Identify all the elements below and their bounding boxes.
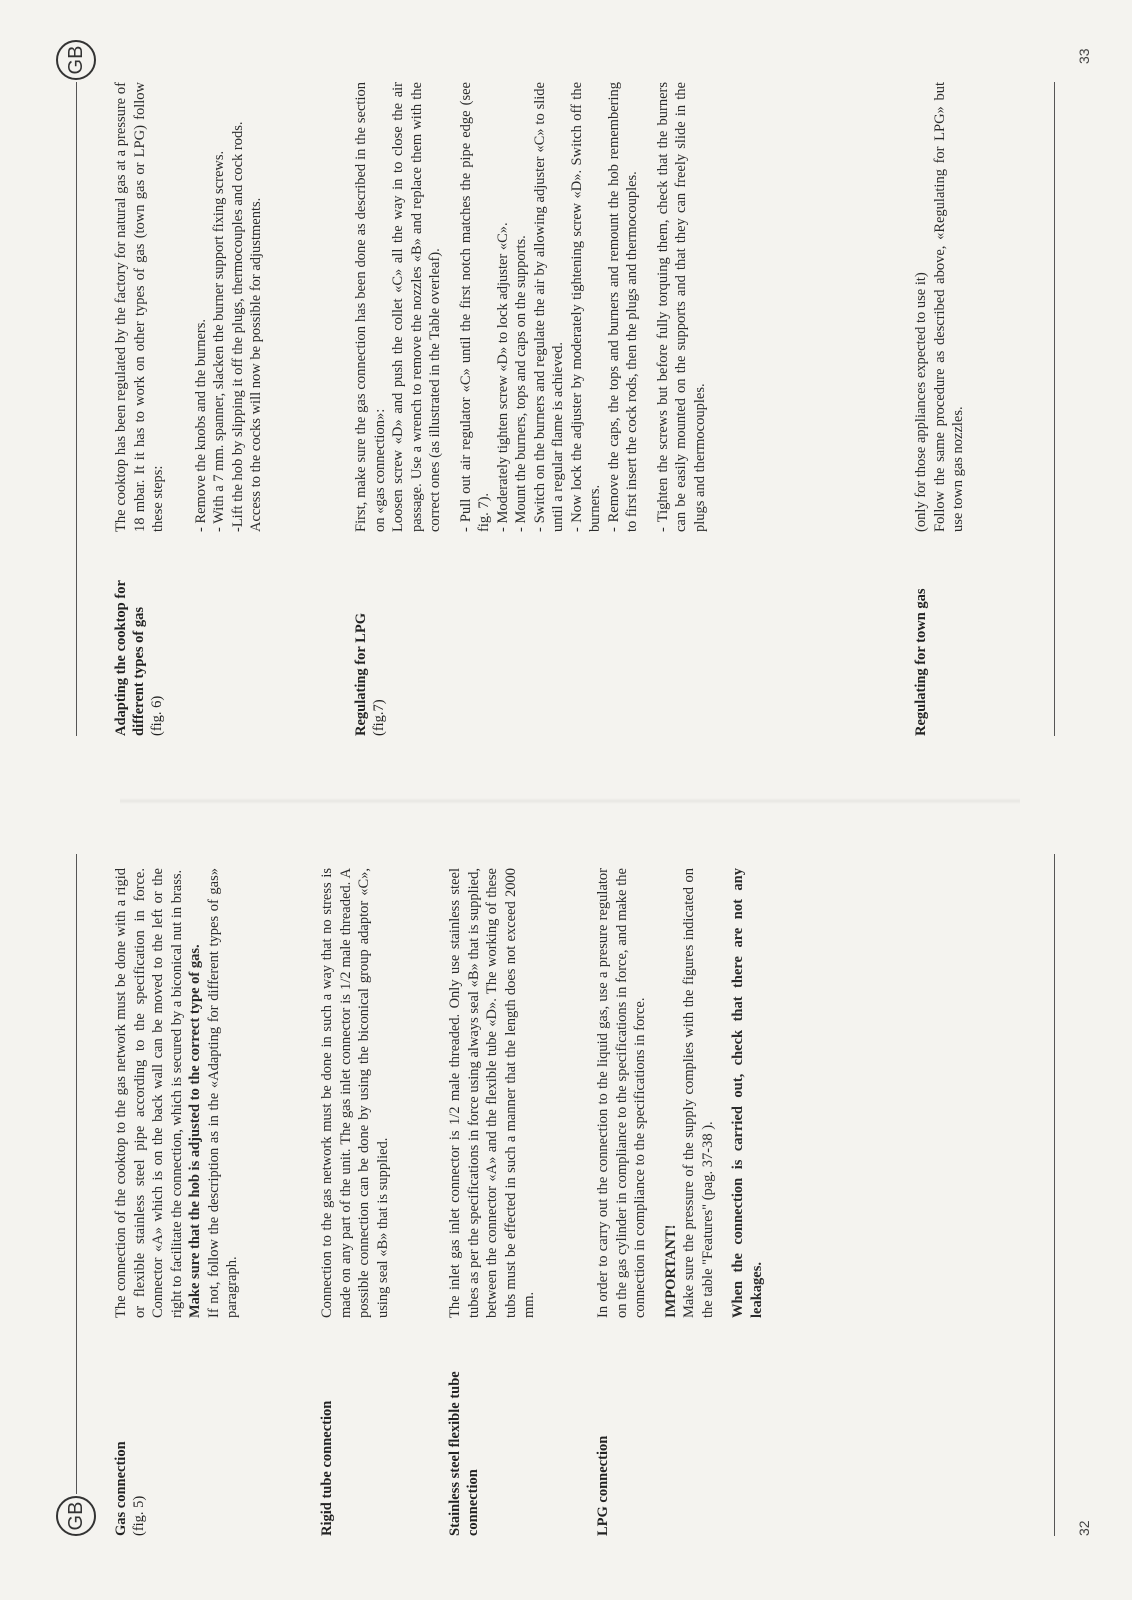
section-body: Connection to the gas network must be done in such a way that no stress is made on any part of the unit. The gas inlet connector is 1/2 male threaded. A possible connection can be done by using the biconical group adaptor «C», using seal «B» that is supplied. xyxy=(319,868,391,1318)
footer-rule xyxy=(1054,82,1055,736)
section-body: In order to carry out the connection to the liquid gas, use a presure regulator on the gas cylinder in compliance to the specifications in force, and make the connection in compliance to the specifications in force. IMPORTANT! Make sure the pressure of the supply complies with the figures indicated on the table "Features" (pag. 37-38 ). When the connection is carried out, check that there are not any leakages. xyxy=(595,868,765,1318)
section-body: The connection of the cooktop to the gas network must be done with a rigid or flexible stainless steel pipe according to the specification in force. Connector «A» which is on the back wall can be moved to the left or the right to facilitate the connection, which is secured by a biconical nut in brass. Make sure that the hob is adjusted to the correct type of gas. If not, follow the description as in the «Adapting for different types of gas» paragraph. xyxy=(113,868,240,1318)
language-badge: GB xyxy=(56,1496,96,1536)
page-number: 33 xyxy=(1076,48,1092,64)
language-badge: GB xyxy=(56,40,96,80)
section-heading: Gas connection (fig. 5) xyxy=(113,1441,147,1536)
section-heading: LPG connection xyxy=(595,1435,611,1536)
section-heading: Regulating for LPG (fig.7) xyxy=(353,613,387,736)
section-body: The inlet gas inlet connector is 1/2 male threaded. Only use stainless steel tubes as per the specifications in force using always seal «B» that is supplied, between the connector «A» and the flexible tube «D». The working of these tubs must be effected in such a manner that the length does not exceed 2000 mm. xyxy=(447,868,537,1318)
section-heading: Regulating for town gas xyxy=(913,588,929,736)
section-body: The cooktop has been regulated by the factory for natural gas at a pressure of 18 mbar. It it has to work on other types of gas (town gas or LPG) follow these steps: - Remove the knobs and the burners. - With a 7 mm. spanner, slacken the burner support fixing screws. -Lift the hob by slipping it off the plugs, thermocouples and cock rods. Access to the cocks will now be possible for adjustments. xyxy=(113,82,264,532)
left-page xyxy=(0,800,1132,1600)
footer-rule xyxy=(1054,854,1055,1536)
section-heading: Stainless steel flexible tube connection xyxy=(447,1371,481,1536)
page-number: 32 xyxy=(1076,1520,1092,1536)
header-rule xyxy=(76,854,77,1494)
section-heading: Adapting the cooktop for different types of gas (fig. 6) xyxy=(113,580,165,736)
section-body: First, make sure the gas connection has been done as described in the section on «gas connection»: Loosen screw «D» and push the collet «C» all the way in to close the air passage. Use a wrench to remove the nozzles «B» and replace them with the correct ones (as illustrated in the Table overleaf). - Pull out air regulator «C» until the first notch matches the pipe edge (see fig. 7). - Moderately tighten screw «D» to lock adjuster «C». - Mount the burners, tops and caps on the supports. - Switch on the burners and regulate the air by allowing adjuster «C» to slide until a regular flame is achieved. - Now lock the adjuster by moderately tightening screw «D». Switch off the burners. - Remove the caps, the tops and burners and remount the hob remembering to first insert the cock rods, then the plugs and thermocouples. - Tighten the screws but before fully torquing them, check that the burners can be easily mounted on the supports and that they can freely slide in the plugs and thermocouples. xyxy=(353,82,708,532)
section-heading: Rigid tube connection xyxy=(319,1400,335,1536)
header-rule xyxy=(76,82,77,736)
section-body: (only for those appliances expected to use it) Follow the same procedure as described above, «Regulating for LPG» but use town gas nozzles. xyxy=(913,82,966,532)
